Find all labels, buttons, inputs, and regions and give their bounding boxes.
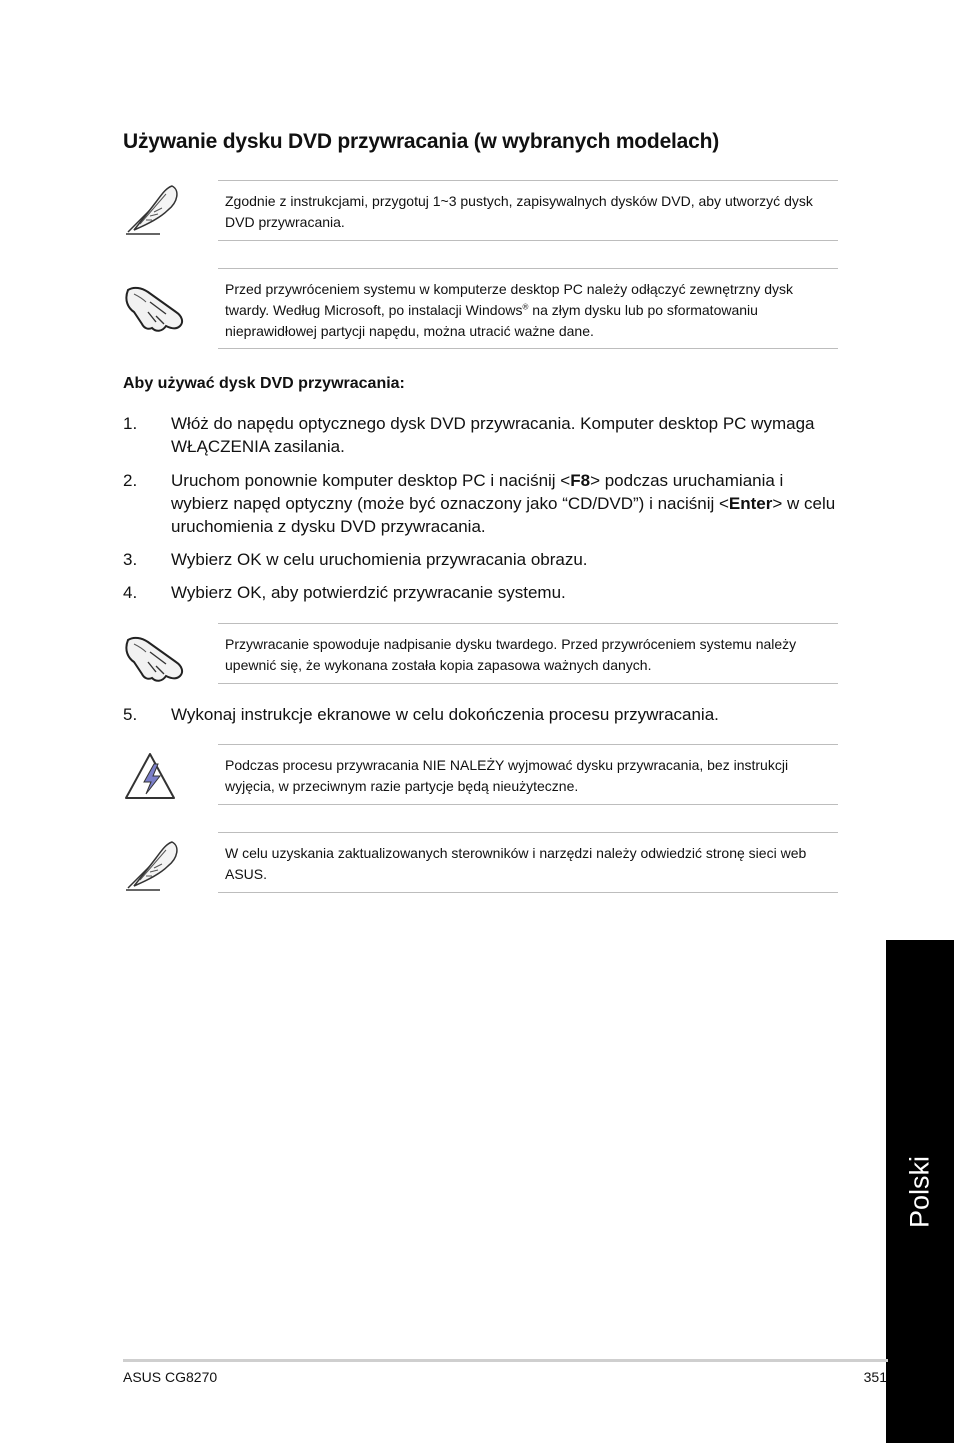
step-text-part: Uruchom ponownie komputer desktop PC i naciśnij < xyxy=(171,471,571,490)
hand-pointing-icon xyxy=(120,628,190,688)
step-text: Wybierz OK w celu uruchomienia przywracania obrazu. xyxy=(171,550,588,569)
step-text: Włóż do napędu optycznego dysk DVD przywracania. Komputer desktop PC wymaga WŁĄCZENIA zasilania. xyxy=(171,414,815,456)
step-1 xyxy=(123,412,843,458)
note-text: Podczas procesu przywracania NIE NALEŻY wyjmować dysku przywracania, bez instrukcji wyjęcia, w przeciwnym razie partycje będą nieużyteczne. xyxy=(225,757,789,794)
step-text: Wykonaj instrukcje ekranowe w celu dokończenia procesu przywracania. xyxy=(171,705,719,724)
procedure-heading: Aby używać dysk DVD przywracania: xyxy=(123,375,405,392)
note-feather-icon xyxy=(120,836,190,896)
page-title: Używanie dysku DVD przywracania (w wybranych modelach) xyxy=(123,130,720,153)
step-text: Wybierz OK, aby potwierdzić przywracanie systemu. xyxy=(171,583,566,602)
note-box xyxy=(218,268,838,349)
step-number: 3. xyxy=(123,550,138,569)
note-text: Przed przywróceniem systemu w komputerze desktop PC należy odłączyć zewnętrzny dysk twardy. Według Microsoft, po instalacji Windows xyxy=(225,281,793,318)
step-2 xyxy=(123,469,843,538)
warning-lightning-icon xyxy=(120,748,190,808)
step-text-part: > podczas uruchamiania i wybierz napęd optyczny (może być oznaczony jako “CD/DVD”) i naciśnij < xyxy=(171,471,784,513)
step-3 xyxy=(123,548,843,571)
note-feather-icon xyxy=(120,180,190,240)
note-box xyxy=(218,623,838,684)
registered-mark: ® xyxy=(522,302,529,312)
note-text: Przywracanie spowoduje nadpisanie dysku twardego. Przed przywróceniem systemu należy upewnić się, że wykonana została kopia zapasowa ważnych danych. xyxy=(225,636,797,673)
page-number: 351 xyxy=(863,1369,887,1385)
step-4 xyxy=(123,581,843,604)
footer-model: ASUS CG8270 xyxy=(123,1369,218,1385)
note-box xyxy=(218,832,838,893)
step-text xyxy=(171,469,843,538)
language-label: Polski xyxy=(904,1155,935,1228)
hand-pointing-icon xyxy=(120,278,190,338)
language-tab xyxy=(886,940,954,1443)
note-box xyxy=(218,744,838,805)
step-text-part: > w celu uruchomienia z dysku DVD przywracania. xyxy=(171,494,836,536)
step-5 xyxy=(123,703,843,726)
step-number: 1. xyxy=(123,414,138,433)
key-f8: F8 xyxy=(570,471,591,490)
key-enter: Enter xyxy=(728,494,773,513)
note-text: W celu uzyskania zaktualizowanych sterowników i narzędzi należy odwiedzić stronę sieci web ASUS. xyxy=(225,845,807,882)
footer-divider xyxy=(123,1359,888,1362)
note-text-cont: na złym dysku lub po sformatowaniu nieprawidłowej partycji napędu, można utracić ważne dane. xyxy=(225,302,758,339)
step-number: 5. xyxy=(123,705,138,724)
note-text: Zgodnie z instrukcjami, przygotuj 1~3 pustych, zapisywalnych dysków DVD, aby utworzyć dysk DVD przywracania. xyxy=(225,193,813,230)
note-box xyxy=(218,180,838,241)
step-number: 2. xyxy=(123,471,138,490)
step-number: 4. xyxy=(123,583,138,602)
